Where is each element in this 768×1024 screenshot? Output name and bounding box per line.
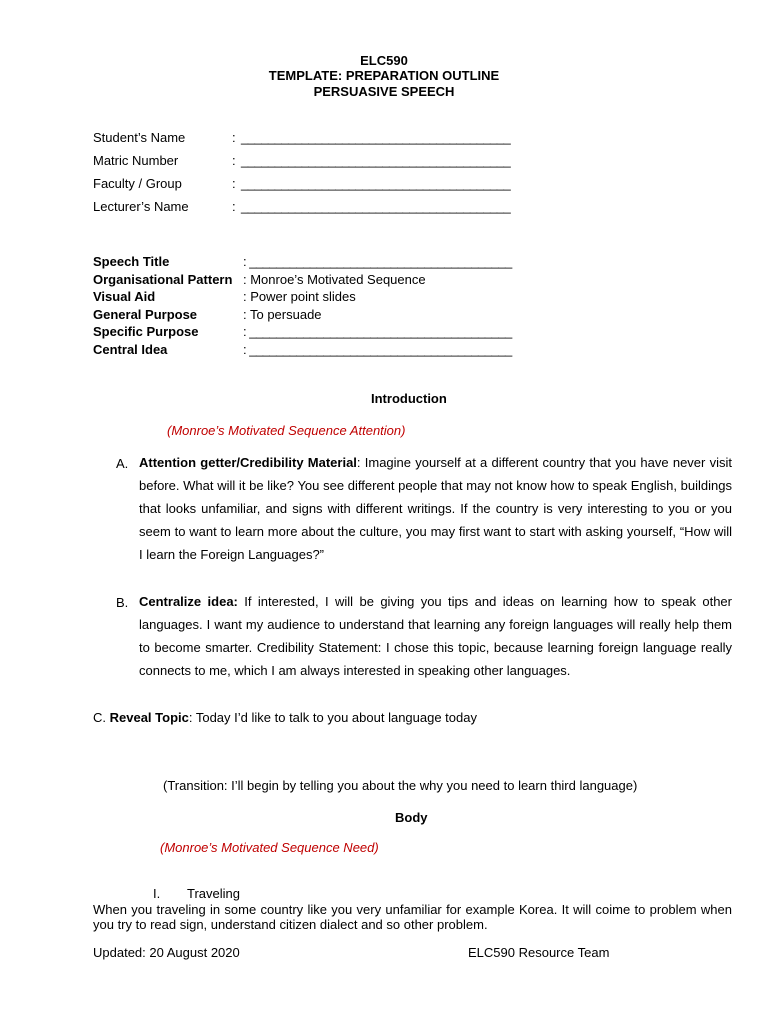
- point-one-title: Traveling: [187, 886, 240, 901]
- speech-title-label: Speech Title: [93, 254, 170, 269]
- student-name-field[interactable]: ________________________________________: [241, 130, 511, 145]
- item-c-text: : Today I’d like to talk to you about language today: [188, 710, 477, 725]
- item-a-label: Attention getter/Credibility Material: [139, 455, 357, 470]
- introduction-monroe-note: (Monroe’s Motivated Sequence Attention): [167, 423, 406, 438]
- point-one-text: When you traveling in some country like you very unfamiliar for example Korea. It will coime to problem when you try to read sign, understand citizen dialect and so other problem.: [93, 902, 732, 932]
- item-a-text: : Imagine yourself at a different country that you have never visit before. What will it be like? You see different people that may not know how to speak English, buildings that looks unfamiliar, and signs with different writings. If the country is very interesting to you or you seem to want to learn more about the culture, you may first want to start with asking yourself, “How will I learn the Foreign Languages?”: [139, 455, 732, 562]
- transition-text: (Transition: I’ll begin by telling you about the why you need to learn third language): [163, 778, 638, 793]
- visual-aid-label: Visual Aid: [93, 289, 156, 304]
- item-a-marker: A.: [116, 456, 129, 471]
- central-idea-label: Central Idea: [93, 342, 168, 357]
- item-b-paragraph: [139, 590, 732, 682]
- specific-purpose-field[interactable]: : _______________________________________: [243, 324, 512, 339]
- body-monroe-note: (Monroe’s Motivated Sequence Need): [160, 840, 379, 855]
- footer-updated: Updated: 20 August 2020: [93, 945, 240, 960]
- faculty-group-sep: :: [232, 176, 236, 191]
- student-name-sep: :: [232, 130, 236, 145]
- visual-aid-value: : Power point slides: [243, 289, 356, 304]
- lecturer-name-sep: :: [232, 199, 236, 214]
- organisational-pattern-label: Organisational Pattern: [93, 272, 233, 287]
- matric-number-field[interactable]: ________________________________________: [241, 153, 511, 168]
- item-b-marker: B.: [116, 595, 129, 610]
- item-c: [93, 710, 477, 726]
- matric-number-label: Matric Number: [93, 153, 179, 168]
- point-one-marker: I.: [153, 886, 161, 901]
- specific-purpose-label: Specific Purpose: [93, 324, 199, 339]
- matric-number-sep: :: [232, 153, 236, 168]
- item-c-label: Reveal Topic: [109, 710, 189, 725]
- item-b-label: Centralize idea:: [139, 594, 238, 609]
- body-heading: Body: [395, 810, 428, 825]
- lecturer-name-field[interactable]: ________________________________________: [241, 199, 511, 214]
- footer-team: ELC590 Resource Team: [468, 945, 610, 960]
- general-purpose-value: : To persuade: [243, 307, 322, 322]
- central-idea-field[interactable]: : _______________________________________: [243, 342, 512, 357]
- faculty-group-label: Faculty / Group: [93, 176, 182, 191]
- organisational-pattern-value: : Monroe’s Motivated Sequence: [243, 272, 426, 287]
- general-purpose-label: General Purpose: [93, 307, 198, 322]
- template-title: TEMPLATE: PREPARATION OUTLINE: [268, 68, 500, 83]
- lecturer-name-label: Lecturer’s Name: [93, 199, 189, 214]
- speech-type: PERSUASIVE SPEECH: [313, 84, 455, 99]
- speech-title-field[interactable]: : _______________________________________: [243, 254, 512, 269]
- item-c-marker: C.: [93, 710, 106, 725]
- faculty-group-field[interactable]: ________________________________________: [241, 176, 511, 191]
- introduction-heading: Introduction: [371, 391, 447, 406]
- item-b-text: If interested, I will be giving you tips and ideas on learning how to speak other languages. I want my audience to understand that learning any foreign languages will really help them to become smarter. Credibility Statement: I chose this topic, because learning foreign language really connects to me, which I am always interested in speaking other languages.: [139, 594, 732, 678]
- student-name-label: Student’s Name: [93, 130, 186, 145]
- item-a-paragraph: [139, 451, 732, 566]
- course-code: ELC590: [360, 53, 408, 68]
